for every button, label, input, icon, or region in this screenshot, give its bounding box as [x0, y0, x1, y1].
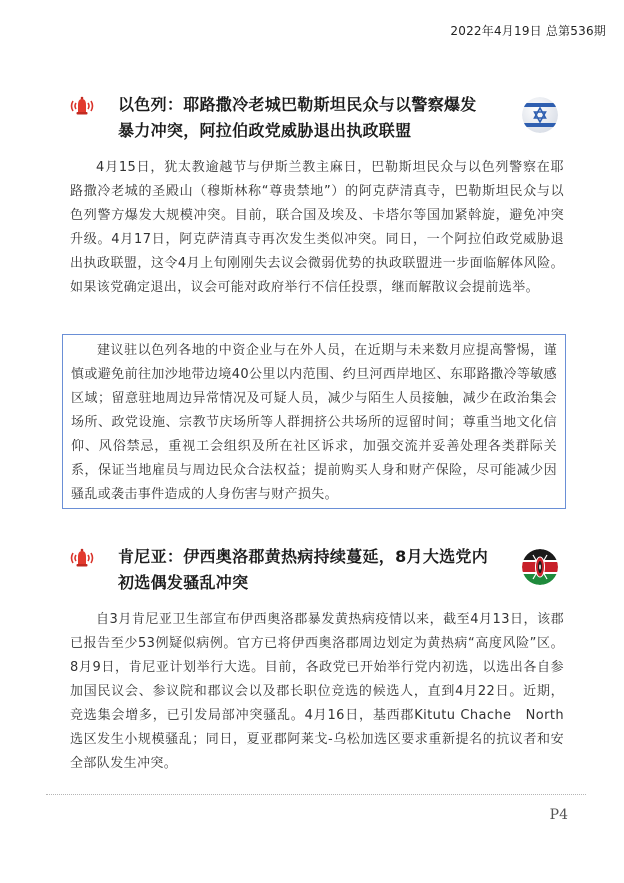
advice-box	[62, 334, 566, 509]
section-body: 自3月肯尼亚卫生部宣布伊西奥洛郡暴发黄热病疫情以来，截至4月13日，该郡已报告至少53例疑似病例。官方已将伊西奥洛郡周边划定为黄热病“高度风险”区。8月9日，肯尼亚计划举行大选。目前，各政党已开始举行党内初选，以选出各自参加国民议会、参议院和郡议会以及郡长职位竞选的候选人，直到4月22日。近期，竞选集会增多，已引发局部冲突骚乱。4月16日，基西郡Kitutu Chache North选区发生小规模骚乱；同日，夏亚郡阿莱戈-乌松加选区要求重新提名的抗议者和安全部队发生冲突。	[70, 612, 564, 771]
footer-divider	[46, 794, 586, 795]
section-title-line1: 以色列：耶路撒冷老城巴勒斯坦民众与以警察爆发	[118, 95, 477, 114]
kenya-flag-icon	[522, 549, 558, 585]
section-title-line1: 肯尼亚：伊西奥洛郡黄热病持续蔓延，8月大选党内	[118, 547, 489, 566]
section-title-line2: 暴力冲突，阿拉伯政党威胁退出执政联盟	[118, 121, 412, 140]
alarm-bell-icon	[68, 546, 96, 570]
section-title-line2: 初选偶发骚乱冲突	[118, 573, 249, 592]
alarm-bell-icon	[68, 94, 96, 118]
israel-flag-icon	[522, 97, 558, 133]
page-number: P4	[549, 807, 568, 823]
advice-text: 建议驻以色列各地的中资企业与在外人员，在近期与未来数月应提高警惕，谨慎或避免前往加沙地带边境40公里以内范围、约旦河西岸地区、东耶路撒冷等敏感区域；留意驻地周边异常情况及可疑人员，减少与陌生人员接触，减少在政治集会场所、政党设施、宗教节庆场所等人群拥挤公共场所的逗留时间；尊重当地文化信仰、风俗禁忌，重视工会组织及所在社区诉求，加强交流并妥善处理各类群际关系，保证当地雇员与周边民众合法权益；提前购买人身和财产保险，尽可能减少因骚乱或袭击事件造成的人身伤害与财产损失。	[71, 343, 557, 502]
section-body: 4月15日，犹太教逾越节与伊斯兰教主麻日，巴勒斯坦民众与以色列警察在耶路撒冷老城的圣殿山（穆斯林称“尊贵禁地”）的阿克萨清真寺，巴勒斯坦民众与以色列警方爆发大规模冲突。目前，联合国及埃及、卡塔尔等国加紧斡旋，避免冲突升级。4月17日，阿克萨清真寺再次发生类似冲突。同日，一个阿拉伯政党威胁退出执政联盟，这令4月上旬刚刚失去议会微弱优势的执政联盟进一步面临解体风险。如果该党确定退出，议会可能对政府举行不信任投票，继而解散议会提前选举。	[70, 160, 564, 295]
issue-date: 2022年4月19日 总第536期	[450, 24, 606, 38]
